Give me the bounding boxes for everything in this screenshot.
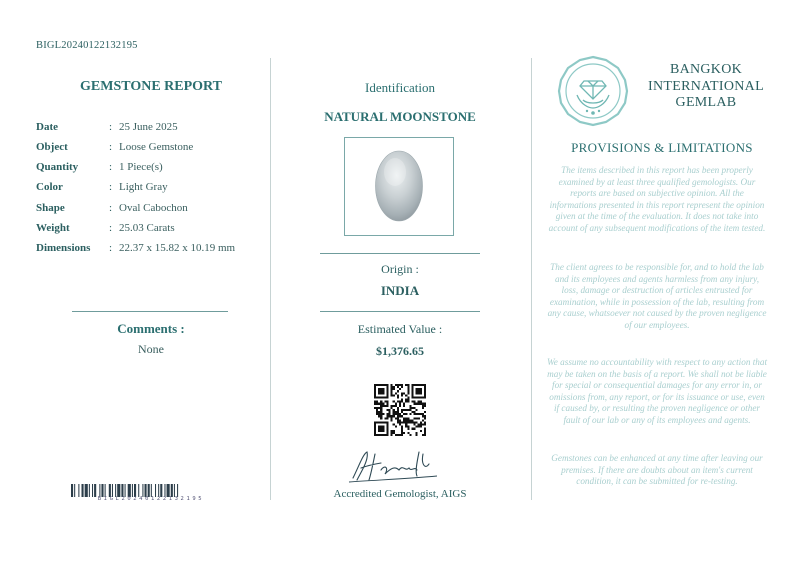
left-separator-line xyxy=(72,311,228,312)
row-value: 1 Piece(s) xyxy=(119,161,163,173)
moonstone-image xyxy=(345,138,453,235)
row-value: 25.03 Carats xyxy=(119,222,175,234)
signature-icon xyxy=(345,446,445,486)
row-label: Object xyxy=(36,141,68,153)
lab-name-line: GEMLAB xyxy=(675,95,737,110)
row-value: Oval Cabochon xyxy=(119,202,188,214)
row-separator: : xyxy=(109,121,113,133)
comments-label: Comments : xyxy=(117,321,185,336)
row-label: Dimensions xyxy=(36,242,91,254)
gem-seal-icon xyxy=(557,55,629,127)
row-separator: : xyxy=(109,141,113,153)
provisions-title: PROVISIONS & LIMITATIONS xyxy=(571,140,753,155)
gemologist-label: Accredited Gemologist, AIGS xyxy=(333,488,467,500)
comments-value: None xyxy=(138,342,164,356)
identification-label: Identification xyxy=(364,80,436,95)
provision-paragraph: The client agrees to be responsible for, and to hold the lab and its employees and agents harmless from any injury, loss, damage or destruction of articles entrusted for examination, while in possession of the lab, resulting from any cause, whatsoever not caused by the proven negligence of our employees. xyxy=(547,262,767,330)
estimated-value-amount: $1,376.65 xyxy=(376,344,424,358)
row-value: 22.37 x 15.82 x 10.19 mm xyxy=(119,242,236,254)
row-separator: : xyxy=(109,222,113,234)
divider-left xyxy=(270,58,271,500)
gemstone-photo-frame xyxy=(344,137,454,236)
provision-paragraph: We assume no accountability with respect to any action that may be taken on the basis of a report. We shall not be liable for special or consequential damages for any error in, or omissions from, any report, or for its issuance or use, even if caused by, or resulting the proven negligence or other fault of our lab or any of its employees and agents. xyxy=(546,357,768,425)
origin-top-line xyxy=(320,253,480,254)
row-label: Shape xyxy=(36,202,65,214)
lab-name xyxy=(636,62,776,112)
lab-name-line: BANGKOK xyxy=(669,62,743,77)
row-separator: : xyxy=(109,242,113,254)
report-id: BIGL20240122132195 xyxy=(36,40,138,51)
row-label: Date xyxy=(36,121,58,133)
row-value: Loose Gemstone xyxy=(119,141,194,153)
row-separator: : xyxy=(109,161,113,173)
barcode-text: BIGL20240122132195 xyxy=(97,496,205,502)
stone-name: NATURAL MOONSTONE xyxy=(324,109,476,124)
row-label: Weight xyxy=(36,222,70,234)
provision-paragraph: The items described in this report has been properly examined by at least three qualified gemologists. Our reports are based on subjective opinion. All the informations presented in this report represent the opinion given at the time of the evaluation. It does not take into account of any subsequent modifications of the item tested. xyxy=(548,165,766,233)
divider-right xyxy=(531,58,532,500)
estimated-value-label: Estimated Value : xyxy=(357,322,443,336)
provision-paragraph: Gemstones can be enhanced at any time after leaving our premises. If there are doubts about an item's current condition, it can be submitted for re-testing. xyxy=(551,453,763,487)
row-label: Quantity xyxy=(36,161,79,173)
row-separator: : xyxy=(109,181,113,193)
row-separator: : xyxy=(109,202,113,214)
row-value: 25 June 2025 xyxy=(119,121,178,133)
origin-label: Origin : xyxy=(381,262,419,276)
report-title: GEMSTONE REPORT xyxy=(80,79,222,94)
qr-code-icon[interactable] xyxy=(374,384,426,436)
row-value: Light Gray xyxy=(119,181,168,193)
lab-name-line: INTERNATIONAL xyxy=(648,78,764,94)
origin-value: INDIA xyxy=(380,283,420,298)
value-top-line xyxy=(320,311,480,312)
row-label: Color xyxy=(36,181,63,193)
